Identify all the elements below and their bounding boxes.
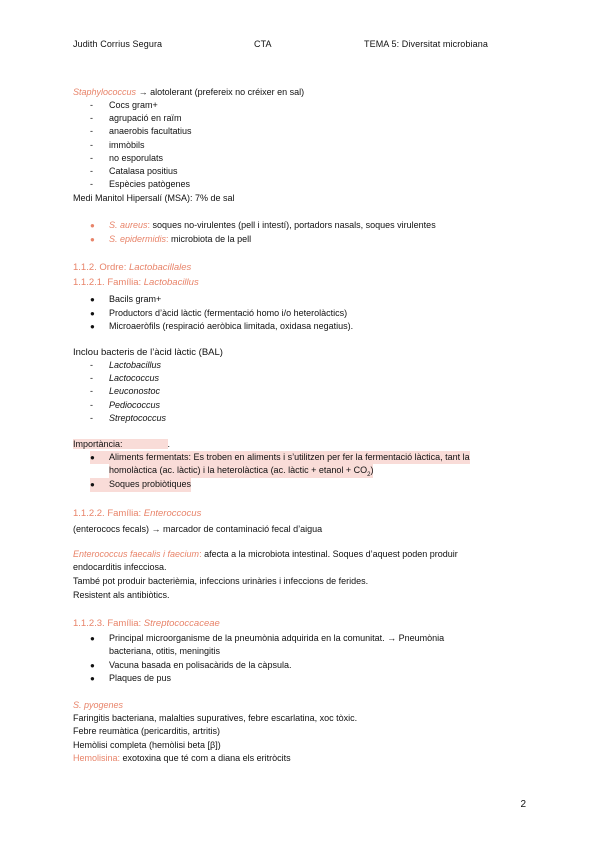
- staph-name: Staphylococcus: [73, 87, 137, 97]
- list-item: ● Soques probiòtiques: [90, 478, 530, 492]
- strepto-list: [90, 632, 444, 686]
- list-item: - Catalasa positius: [90, 165, 178, 176]
- pyogenes-line: Hemòlisi completa (hemòlisi beta [β]): [73, 740, 221, 750]
- family-enterococcus-heading: 1.1.2.2. Família: Enteroccocus: [73, 508, 202, 519]
- header-course: CTA: [254, 39, 272, 49]
- entero-marker-line: (enterococs fecals) → marcador de contaminació fecal d’aigua: [73, 524, 323, 534]
- bal-list: [90, 359, 166, 425]
- list-item: ● Plaques de pus: [90, 673, 172, 683]
- list-item: ● Principal microorganisme de la pneumònia adquirida en la comunitat. → Pneumònia: [90, 633, 445, 643]
- list-item: - agrupació en raïm: [90, 113, 182, 124]
- list-item: - no esporulats: [90, 152, 164, 163]
- entero-species-line: Enterococcus faecalis i faecium: afecta a la microbiota intestinal. Soques d’aquest poden produir: [73, 549, 458, 559]
- s-aureus-name: S. aureus: [109, 220, 148, 230]
- s-pyogenes-name: S. pyogenes: [73, 700, 124, 710]
- hemolisina-label: Hemolisina:: [73, 753, 121, 763]
- list-item: homolàctica (ac. làctic) i la heterolàctica (ac. làctic + etanol + $CO_2$): [109, 465, 374, 478]
- order-heading: 1.1.2. Ordre: Lactobacillales: [73, 262, 192, 273]
- header-topic: TEMA 5: Diversitat microbiana: [364, 39, 488, 49]
- list-item: - Pediococcus: [90, 399, 161, 410]
- entero-line: endocarditis infecciosa.: [73, 562, 167, 572]
- lactobacillus-features: [90, 293, 353, 334]
- list-item: - anaerobis facultatius: [90, 126, 192, 137]
- entero-line: També pot produir bacterièmia, infeccions urinàries i infeccions de ferides.: [73, 576, 369, 586]
- list-item: - immòbils: [90, 139, 145, 150]
- bal-intro: Inclou bacteris de l’àcid làctic (BAL): [73, 347, 223, 358]
- importance-label-line: Importància: .: [73, 439, 171, 449]
- s-epidermidis-name: S. epidermidis: [109, 234, 167, 244]
- list-item: - Lactococcus: [90, 373, 160, 384]
- list-item: - Streptococcus: [90, 412, 167, 423]
- staph-features-list: [90, 99, 192, 191]
- entero-line: Resistent als antibiòtics.: [73, 590, 170, 600]
- hemolisina-line: Hemolisina: exotoxina que té com a diana els eritròcits: [73, 753, 291, 763]
- importance-list: [90, 451, 530, 492]
- staph-arrow-text: → alotolerant (prefereix no créixer en sal): [138, 87, 305, 97]
- list-item: bacteriana, otitis, meningitis: [109, 646, 221, 656]
- pyogenes-line: Faringitis bacteriana, malalties supuratives, febre escarlatina, xoc tòxic.: [73, 713, 358, 723]
- list-item: ● S. epidermidis: microbiota de la pell: [90, 234, 252, 244]
- list-item: - Cocs gram+: [90, 100, 158, 110]
- list-item: - Espècies patògenes: [90, 179, 191, 190]
- list-item: ● Vacuna basada en polisacàrids de la càpsula.: [90, 659, 292, 670]
- list-item: ● Productors d’àcid làctic (fermentació homo i/o heterolàctics): [90, 307, 348, 318]
- list-item: ● Bacils gram+: [90, 294, 162, 304]
- staph-title-line: [73, 86, 304, 99]
- list-item: - Lactobacillus: [90, 360, 162, 370]
- page-number: 2: [520, 799, 526, 810]
- pyogenes-line: Febre reumàtica (pericarditis, artritis): [73, 726, 221, 736]
- entero-species-name: Enterococcus faecalis i faecium: [73, 549, 200, 559]
- list-item: ● Aliments fermentats: Es troben en aliments i s’utilitzen per fer la fermentació làctica, tant la: [90, 452, 470, 462]
- staph-species-list: [90, 219, 436, 247]
- list-item: - Leuconostoc: [90, 386, 161, 397]
- header-author: Judith Corrius Segura: [73, 39, 163, 49]
- list-item: ● S. aureus: soques no-virulentes (pell i intestí), portadors nasals, soques virulentes: [90, 220, 436, 230]
- family-streptococcaceae-heading: 1.1.2.3. Família: Streptococcaceae: [73, 618, 220, 629]
- importance-label: Importància:: [73, 439, 168, 449]
- family-lactobacillus-heading: 1.1.2.1. Família: Lactobacillus: [73, 277, 199, 288]
- msa-medium: Medi Manitol Hipersalí (MSA): 7% de sal: [73, 193, 235, 203]
- list-item: ● Microaeròfils (respiració aeròbica limitada, oxidasa negatius).: [90, 321, 354, 331]
